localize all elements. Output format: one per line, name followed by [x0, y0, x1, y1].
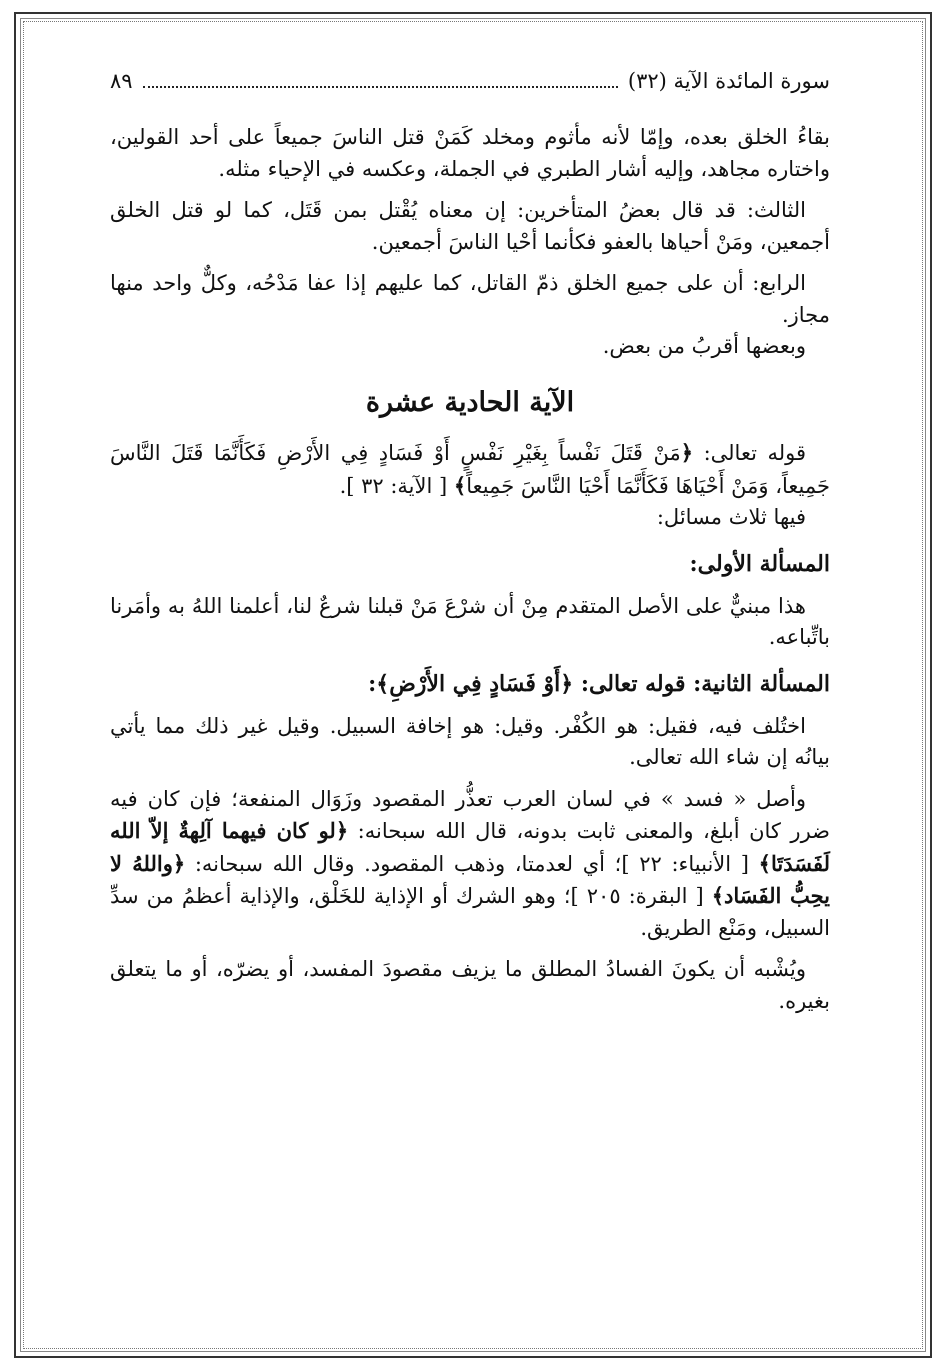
issue-1-heading: المسألة الأولى: — [689, 550, 830, 577]
issue-2-paragraph-2 — [110, 784, 830, 945]
issues-count: فيها ثلاث مسائل: — [656, 505, 806, 529]
issue-2-paragraph-3: ويُشْبه أن يكونَ الفسادُ المطلق ما يزيف مقصودَ المفسد، أو يضرّه، أو ما يتعلق بغيره. — [110, 957, 830, 1013]
issue-2-heading-verse: ﴿أَوْ فَسَادٍ فِي الأَرْضِ﴾ — [376, 670, 574, 697]
issue-2-heading — [110, 668, 830, 701]
section-title: الآية الحادية عشرة — [365, 386, 575, 418]
quran-quote-baqara: ﴿واللهُ لا يحِبُّ الفَسَاد﴾ — [110, 850, 831, 908]
quran-close-bracket: ﴾ — [453, 472, 467, 498]
paragraph-4: وبعضها أقربُ من بعض. — [602, 334, 806, 358]
issue-2-p2-text-c: [ البقرة: ٢٠٥ ]؛ وهو الشرك أو الإذاية للخَلْق، والإذاية أعظمُ من سدِّ السبيل، ومَنْع الطريق. — [110, 884, 830, 940]
issue-2-heading-colon: : — [368, 670, 377, 697]
paragraph-3: الرابع: أن على جميع الخلق ذمّ القاتل، كما عليهم إذا عفا مَدْحُه، وكلٌّ واحد منها مجاز. — [110, 271, 830, 327]
issue-2-heading-label: المسألة الثانية: قوله تعالى: — [580, 670, 830, 697]
issue-2-p2-text-a: وأصل « فسد » في لسان العرب تعذُّر المقصود وزَوَال المنفعة؛ فإن كان فيه ضرر كان أبلغ، والمعنى ثابت بدونه، قال الله سبحانه: — [110, 786, 830, 843]
running-header-title: سورة المائدة الآية (٣٢) — [627, 69, 830, 93]
verse-text: مَنْ قَتَلَ نَفْساً بِغَيْرِ نَفْسٍ أَوْ فَسَادٍ فِي الأَرْضِ فَكَأَنَّمَا قَتَلَ النَّاسَ جَمِيعاً، وَمَنْ أَحْيَاهَا فَكَأَنَّمَا أَحْيَا النَّاسَ جَمِيعاً — [110, 441, 830, 498]
quran-quote-anbiya: ﴿لو كان فيهما آلِهةٌ إلاّ الله لَفَسَدَتَا﴾ — [110, 818, 830, 876]
page-number: ٨٩ — [110, 69, 133, 93]
page-content — [110, 66, 830, 1306]
paragraph-2: الثالث: قد قال بعضُ المتأخرين: إن معناه يُقْتل بمن قَتَل، كما لو قتل الخلق أجمعين، ومَنْ أحياها بالعفو فكأنما أحْيا الناسَ أجمعين. — [110, 198, 830, 254]
issue-2-paragraph-1: اختُلف فيه، فقيل: هو الكُفْر. وقيل: هو إخافة السبيل. وقيل غير ذلك مما يأتي بيانُه إن شاء الله تعالى. — [110, 713, 830, 769]
running-header — [110, 66, 830, 100]
issue-1-text: هذا مبنيٌّ على الأصل المتقدم مِنْ أن شرْعَ مَنْ قبلنا شرعٌ لنا، أعلمنا اللهُ به وأمَرنا باتِّباعه. — [110, 593, 830, 649]
verse-intro: قوله تعالى: — [703, 441, 806, 465]
verse-paragraph — [110, 437, 830, 502]
header-dot-leader — [143, 72, 618, 88]
issue-2-p2-text-b: [ الأنبياء: ٢٢ ]؛ أي لعدمتا، وذهب المقصود. وقال الله سبحانه: — [194, 851, 749, 876]
verse-reference: [ الآية: ٣٢ ]. — [339, 473, 448, 498]
quran-open-bracket: ﴿ — [680, 440, 694, 465]
paragraph-1: بقاءُ الخلق بعده، وإمّا لأنه مأثوم ومخلد كَمَنْ قتل الناسَ جميعاً على أحد القولين، واختاره مجاهد، وإليه أشار الطبري في الجملة، وعكسه في الإحياء مثله. — [110, 125, 830, 181]
